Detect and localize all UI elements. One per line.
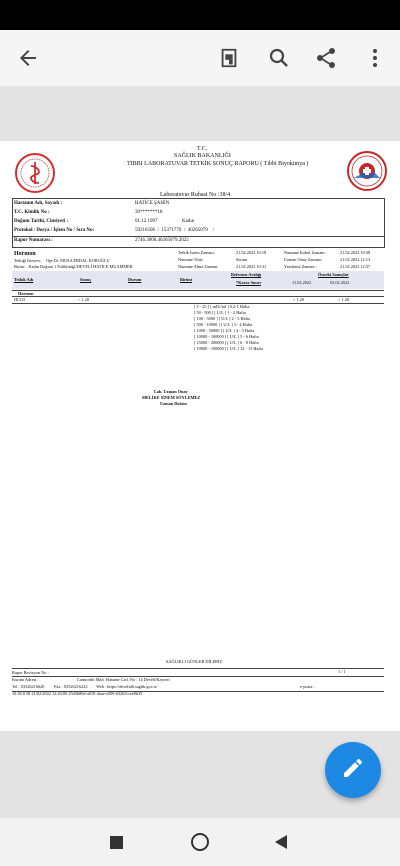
col-prev: Önceki Sonuçlar [318, 272, 349, 277]
col-test: Tetkik Adı [14, 277, 34, 282]
result-group: Hormon [18, 291, 34, 296]
patient-dob-label: Doğum Tarihi, Cinsiyeti : [14, 219, 69, 224]
hospital-logo [346, 150, 388, 197]
accept-time-label: Numune Kabul Zamanı : [284, 250, 327, 255]
report-no: 2746.3000.40265079.2022 [135, 238, 189, 243]
approve-time: 21.02.2022 12:13 [340, 257, 371, 262]
patient-name: HATİCE ŞAHİN [135, 201, 170, 206]
protocol-label: Protokol / Dosya / İşlem No / Sıra No: [14, 228, 95, 233]
header-ministry: SAĞLIK BAKANLIĞI [174, 153, 231, 159]
document-page[interactable] [0, 141, 400, 731]
lab-license: Laboratuvar Ruhsat No :38/4 [160, 192, 231, 198]
circle-icon[interactable] [191, 833, 209, 851]
address-label: Kurum Adresi : [12, 677, 39, 682]
print-time-label: Yazdırma Zamanı : [284, 264, 317, 269]
patient-tc: 30*******18 [135, 210, 163, 215]
signature-name: MELİKE SİNEM SÖYLEMEZ [142, 395, 201, 400]
address: Camicedit Mah. Hastane Cad. No : 14 Develi/Kayseri [77, 677, 170, 682]
requester: Tetkiği İsteyen: Opr.Dr. MUSA ERDAL KOROĞLU [14, 258, 110, 263]
header-report-type: TIBBI LABORATUVAR TETKİK SONUÇ RAPORU ( Tıbbi Biyokimya ) [127, 161, 309, 167]
col-ref-sub: *Karar Sınırı [236, 280, 261, 285]
divider [12, 290, 384, 291]
system-nav-bar [0, 818, 400, 866]
sample-time-label: Numune Alma Zamanı: [178, 264, 219, 269]
row-prev-1: < 1.20 [293, 297, 305, 302]
divider [12, 296, 384, 297]
signature-role: Uzman Doktor [160, 401, 188, 406]
row-result: < 1.20 [78, 297, 90, 302]
more-vert-icon[interactable] [361, 44, 389, 72]
square-icon[interactable] [110, 836, 123, 849]
divider [12, 236, 384, 237]
divider [12, 676, 384, 677]
patient-gender: Kadın [182, 219, 195, 224]
unit: Birim: Kadın Doğum 1 Polikliniği/DEVELİ HATİCE MUAMMER [14, 264, 133, 269]
revision-label: Rapor Revizyon No : [12, 670, 49, 675]
col-ref: Referans Aralığı [231, 272, 262, 277]
protocol-values: 59216506 / 15371770 / 40265079 / [135, 228, 215, 233]
ref-line: [ 10000 - 100000 ] [ U/L ] 5 - 6 Hafta [194, 334, 259, 339]
status-bar [0, 0, 400, 30]
accept-time: 21.02.2022 10:38 [340, 250, 371, 255]
reader-mode-icon[interactable] [215, 44, 243, 72]
search-icon[interactable] [265, 44, 293, 72]
req-time: 21.02.2022 10:18 [236, 250, 267, 255]
divider [12, 668, 384, 669]
contact-line: Tel : 03526216620 Fax : 03526216223 Web : https://develidh.saglik.gov.tr/ [12, 684, 158, 689]
email-label: e-posta : [300, 684, 315, 689]
print-time: 21.02.2022 12:37 [340, 264, 371, 269]
ref-line: [ 1000 - 50000 ] [ U/L ] 4 - 5 Hafta [194, 328, 255, 333]
ministry-logo [14, 152, 56, 199]
prev-date-1: 11.02.2022 [292, 280, 312, 285]
req-time-label: Tetkik İstem Zamanı: [178, 250, 215, 255]
report-no-label: Rapor Numarası : [14, 238, 53, 243]
prev-date-2: 03.02.2022 [330, 280, 350, 285]
row-prev-2: < 1.20 [338, 297, 350, 302]
arrow-left-icon[interactable] [14, 44, 42, 72]
col-result: Sonuç [80, 277, 92, 282]
ref-line: [ 100 - 5000 ] [ U/L ] 2 - 3 Hafta [194, 316, 251, 321]
ref-line: [ 500 - 10000 ] [ U/L ] 3 - 4 Hafta [194, 322, 253, 327]
row-test: HCG5 [14, 297, 26, 302]
signature-title: Lab. Uzman Onay [154, 389, 188, 394]
ref-line: [ 10000 - 100000 ] [ U/L ] 12 - 13 Hafta [194, 346, 263, 351]
ref-line: [ 5 - 25 ] [ mIU/ml ] 0,2-1 Hafta [194, 304, 250, 309]
share-icon[interactable] [312, 44, 340, 72]
edit-button[interactable] [325, 742, 381, 798]
patient-dob: 01.12.1997 [135, 219, 158, 224]
section-title: Hormon [14, 251, 36, 257]
toolbar [0, 30, 400, 86]
triangle-back-icon[interactable] [275, 835, 287, 849]
col-status: Durum [128, 277, 142, 282]
footer-wish: SAĞLIKLI GÜNLER DİLERİZ [166, 659, 223, 664]
ref-line: [ 50 - 500 ] [ U/L ] 1 - 2 Hafta [194, 310, 246, 315]
approve-time-label: Uzman Onay Zamanı : [284, 257, 324, 262]
sample-type-label: Numune Türü: [178, 257, 204, 262]
patient-tc-label: T.C. Kimlik No : [14, 210, 50, 215]
print-stamp: 10.38.8.58 21/02/2022 12:43:00 25d3b80d-a010-4aae-a509-6326f1cee8b35 [12, 691, 143, 696]
patient-name-label: Hastanın Adı, Soyadı : [14, 201, 63, 206]
header-tc: T.C. [197, 146, 208, 152]
col-unit: Birimi [180, 277, 192, 282]
pencil-icon [341, 756, 365, 785]
sample-time: 21.02.2022 10:31 [236, 264, 267, 269]
sample-type: Serum [236, 257, 248, 262]
page-number: 1 / 1 [338, 669, 346, 674]
ref-line: [ 15000 - 200000 ] [ U/L ] 6 - 8 Hafta [194, 340, 259, 345]
